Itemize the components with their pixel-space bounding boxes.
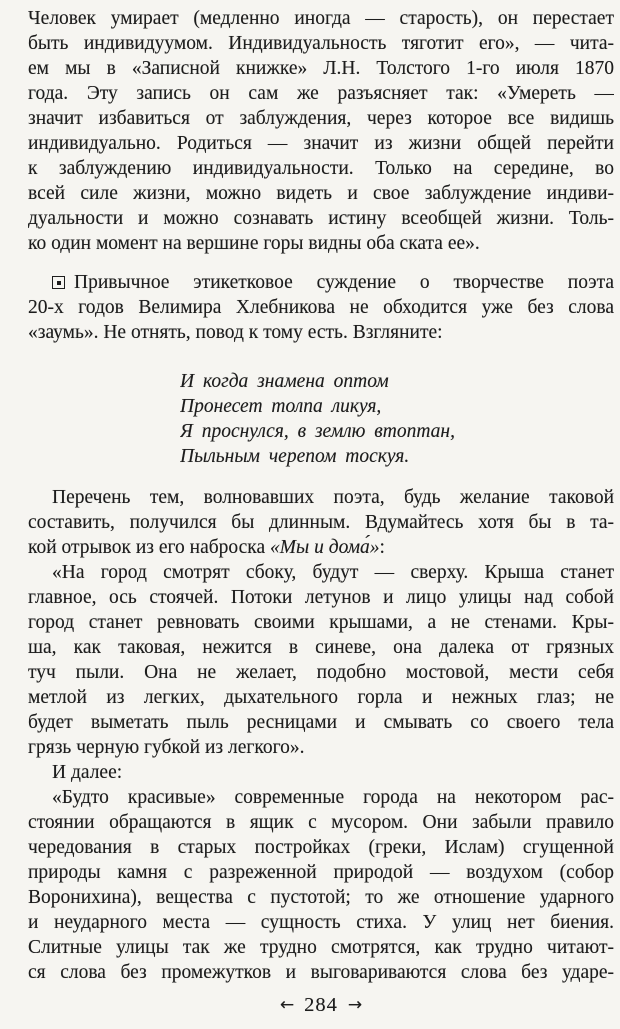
text-span: Привычное этикетковое суждение о творчестве поэта	[74, 272, 614, 293]
text-line: ша, как таковая, нежится в синеве, она далека от грязных	[28, 637, 614, 658]
text-line: значит избавиться от заблуждения, через которое все видишь	[28, 108, 614, 129]
text-line: составить, получился бы длинным. Вдумайтесь хотя бы в та-	[28, 512, 614, 533]
text-line	[28, 535, 614, 560]
text-line: Воронихина), вещества с пустотой; то же отношение ударного	[28, 887, 614, 908]
text-line: Человек умирает (медленно иногда — старость), он перестает	[28, 8, 614, 29]
text-line: ся слова без промежутков и выговариваются слова без ударе-	[28, 962, 614, 983]
text-line: будет выметать пыль ресницами и смывать со своего тела	[28, 712, 614, 733]
text-line: индивидуально. Родиться — значит из жизни общей перейти	[28, 133, 614, 154]
text-line: ко один момент на вершине горы видны оба ската ее».	[28, 233, 480, 254]
text-line: года. Эту запись он сам же разъясняет так: «Умереть —	[28, 83, 614, 104]
paragraph-khlebnikov-intro	[28, 270, 614, 345]
text-line	[28, 270, 614, 295]
text-line: к заблуждению индивидуальности. Только на середине, во	[28, 158, 614, 179]
text-line: ем мы в «Записной книжке» Л.Н. Толстого 1-го июля 1870	[28, 58, 614, 79]
text-line: туч пыли. Она не желает, подобно мостовой, мести себя	[28, 662, 614, 683]
text-span: кой отрывок из его наброска	[28, 537, 270, 558]
page-footer	[28, 993, 614, 1019]
poem-khlebnikov-verse	[28, 369, 614, 469]
paragraph-i-dalee	[28, 760, 614, 785]
left-arrow-icon: ←	[279, 995, 295, 1015]
right-arrow-icon: →	[347, 995, 363, 1015]
paragraph-city-roofs-quote	[28, 560, 614, 760]
verse-line: Я проснулся, в землю втоптан,	[180, 421, 455, 442]
title-my-i-doma: «Мы и дома́»	[270, 537, 380, 558]
text-line: 20-х годов Велимира Хлебникова не обходится уже без слова	[28, 297, 614, 318]
paragraph-budto-krasivye-quote	[28, 785, 614, 985]
text-span: :	[379, 537, 385, 558]
paragraph-themes	[28, 485, 614, 560]
text-line: главное, ось стоячей. Потоки летунов и лицо улицы над собой	[28, 587, 614, 608]
text-line: всей силе жизни, можно видеть и свое заблуждение индиви-	[28, 183, 614, 204]
text-line: И далее:	[52, 762, 123, 783]
text-line: метлой из легких, дыхательного горла и нежных глаз; не	[28, 687, 614, 708]
text-line: природы камня с разреженной природой — воздухом (собор	[28, 862, 614, 883]
text-line: «заумь». Не отнять, повод к тому есть. Взгляните:	[28, 322, 443, 343]
text-line: грязь черную губкой из легкого».	[28, 737, 305, 758]
verse-line: Пронесет толпа ликуя,	[180, 396, 382, 417]
text-line: город станет ревновать своими крышами, а не стенами. Кры-	[28, 612, 614, 633]
text-line: дуальности и можно сознавать истину всеобщей жизни. Толь-	[28, 208, 614, 229]
text-line: и неударного места — сущность стиха. У улиц нет биения.	[28, 912, 614, 933]
verse-line: Пыльным черепом тоскуя.	[180, 446, 410, 467]
text-line: «Будто красивые» современные города на некотором рас-	[52, 787, 614, 808]
text-line: Перечень тем, волновавших поэта, будь желание таковой	[52, 487, 614, 508]
verse-line: И когда знамена оптом	[180, 371, 389, 392]
paragraph-tolstoy-quote	[28, 6, 614, 256]
text-line: «На город смотрят сбоку, будут — сверху. Крыша станет	[52, 562, 614, 583]
text-line: чередования в старых постройках (греки, Ислам) сгущенной	[28, 837, 614, 858]
section-marker-icon	[52, 276, 65, 289]
text-line: стоянии обращаются в ящик с мусором. Они забыли правило	[28, 812, 614, 833]
text-line: быть индивидуумом. Индивидуальность тяготит его», — чита-	[28, 33, 614, 54]
text-line: Слитные улицы так же трудно смотрятся, как трудно читают-	[28, 937, 614, 958]
page-number: 284	[304, 994, 338, 1016]
